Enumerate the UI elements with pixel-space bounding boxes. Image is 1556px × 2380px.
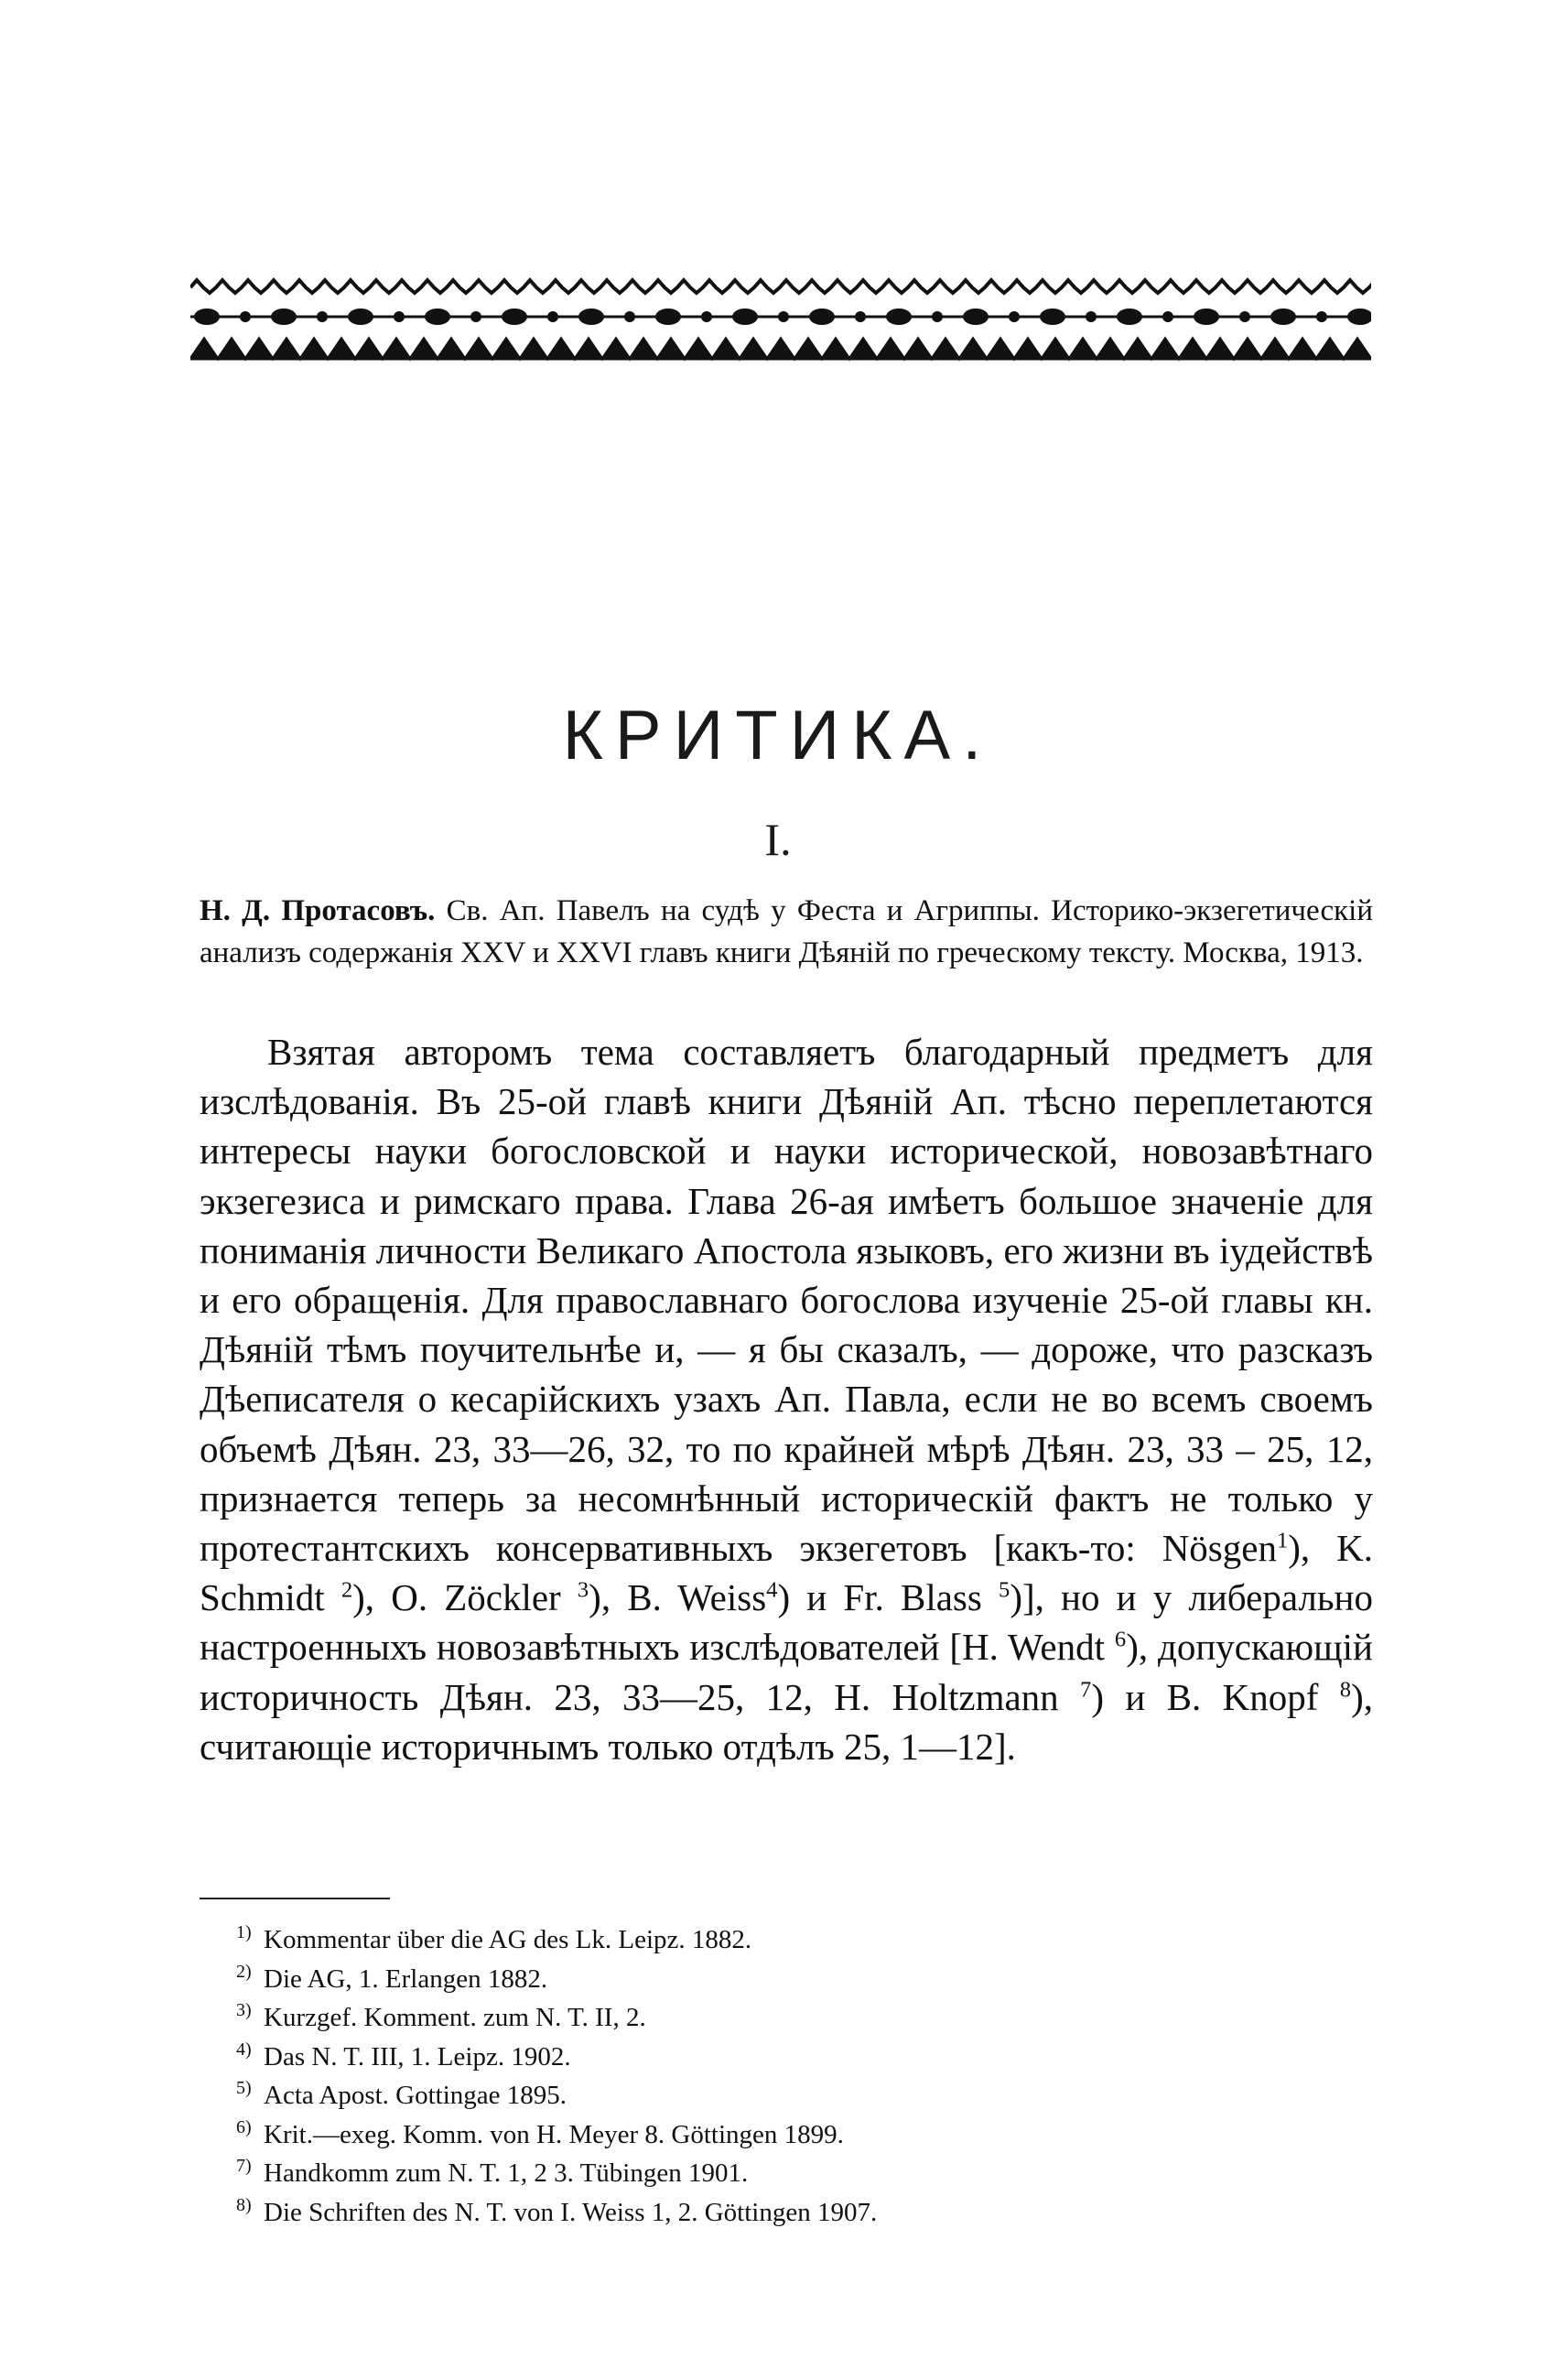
footnote-ref-8: 8	[1339, 1676, 1352, 1702]
footnote-ref-3: 3	[577, 1577, 589, 1603]
body-text-5: ) и Fr. Blass	[777, 1576, 1000, 1619]
footnote-item: 5) Acta Apost. Gottingae 1895.	[236, 2078, 567, 2110]
section-number: I.	[764, 814, 792, 865]
ornament-dot	[348, 308, 373, 325]
footnote-item: 2) Die AG, 1. Erlangen 1882.	[236, 1961, 548, 1994]
ornament-zigzag-top	[190, 280, 1371, 293]
footnote-item: 8) Die Schriften des N. T. von I. Weiss 1, 2. Göttingen 1907.	[236, 2194, 878, 2227]
body-text-7: ), допускающій историчность Дѣян. 23, 33—25, 12, H. Holtzmann	[200, 1626, 1374, 1718]
ornament-scallop-bottom	[190, 339, 1371, 359]
body-text-3: ), O. Zöckler	[352, 1576, 578, 1619]
ornament-dot	[1009, 311, 1020, 322]
ornament-dot	[1270, 308, 1296, 325]
reference-text: Св. Ап. Павелъ на судѣ у Феста и Агриппы. Историко-экзегетическій анализъ содержанія XXV и XXVI главъ книги Дѣяній по греческому тексту. Москва, 1913.	[200, 894, 1373, 969]
ornament-dot	[425, 308, 450, 325]
ornament-band-icon	[190, 275, 1371, 364]
ornament-dot	[240, 311, 251, 322]
footnote-ref-7: 7	[1080, 1676, 1092, 1702]
ornament-dot	[778, 311, 789, 322]
ornament-dot	[394, 311, 405, 322]
footnote-text: Kommentar über die AG des Lk. Leipz. 1882.	[264, 1925, 752, 1954]
footnote-list	[236, 1920, 1371, 2232]
footnote-item: 4) Das N. T. III, 1. Leipz. 1902.	[236, 2039, 571, 2072]
ornament-dot	[1040, 308, 1065, 325]
footnote-ref-2: 2	[340, 1577, 353, 1603]
footnote-item: 1) Kommentar über die AG des Lk. Leipz. 1882.	[236, 1922, 752, 1954]
footnote-item: 7) Handkomm zum N. T. 1, 2 3. Tübingen 1901.	[236, 2156, 749, 2188]
ornament-dot	[732, 308, 758, 325]
ornament-dot	[886, 308, 912, 325]
footnote-text: Handkomm zum N. T. 1, 2 3. Tübingen 1901.	[264, 2158, 749, 2188]
ornament-dot	[547, 311, 558, 322]
ornament-dot	[963, 308, 989, 325]
book-reference	[200, 890, 1373, 974]
ornament-dot	[1117, 308, 1142, 325]
ornament-dots-row	[190, 308, 1371, 325]
ornament-dot	[578, 308, 604, 325]
body-text-8: ) и B. Knopf	[1091, 1675, 1340, 1718]
ornament-dot	[1239, 311, 1250, 322]
ornament-dot	[809, 308, 835, 325]
footnote-text: Acta Apost. Gottingae 1895.	[264, 2081, 567, 2110]
footnote-ref-5: 5	[999, 1577, 1010, 1603]
ornament-dot	[271, 308, 297, 325]
body-text-1: Взятая авторомъ тема составляетъ благодарный предметъ для изслѣдованія. Въ 25-ой главѣ книги Дѣяній Ап. тѣсно переплетаются интересы науки богословской и науки исторической, новозавѣтнаго экзегезиса и римскаго права. Глава 26-ая имѣетъ большое значеніе для пониманія личности Великаго Апостола языковъ, его жизни въ іудействѣ и его обращенія. Для православнаго богослова изученіе 25-ой главы кн. Дѣяній тѣмъ поучительнѣе и, — я бы сказалъ, — дороже, что разсказъ Дѣеписателя о кесарійскихъ узахъ Ап. Павла, если не во всемъ своемъ объемѣ Дѣян. 23, 33—26, 32, то по крайней мѣрѣ Дѣян. 23, 33 – 25, 12, признается теперь за несомнѣнный историческій фактъ не только у протестантскихъ консервативныхъ экзегетовъ [какъ-то: Nösgen	[200, 1031, 1373, 1570]
body-text-6: )], но и у либерально настроенныхъ новозавѣтныхъ изслѣдователей [H. Wendt	[200, 1576, 1373, 1669]
footnote-text: Kurzgef. Komment. zum N. T. II, 2.	[264, 2003, 646, 2032]
footnote-text: Die AG, 1. Erlangen 1882.	[264, 1964, 548, 1994]
ornament-dot	[317, 311, 328, 322]
footnote-item: 6) Krit.—exeg. Komm. von H. Meyer 8. Göttingen 1899.	[236, 2116, 844, 2149]
reference-author: Н. Д. Протасовъ.	[200, 894, 436, 927]
ornament-dot	[470, 311, 481, 322]
body-paragraph	[200, 1027, 1373, 1771]
page-title: КРИТИКА.	[562, 697, 994, 774]
ornament-dot	[1194, 308, 1219, 325]
ornament-dot	[624, 311, 635, 322]
body-text-9: ), считающіе историчнымъ только отдѣлъ 25, 1—12].	[200, 1675, 1373, 1768]
ornament-dot	[194, 308, 220, 325]
footnote-item: 3) Kurzgef. Komment. zum N. T. II, 2.	[236, 2000, 646, 2032]
ornament-dot	[1162, 311, 1173, 322]
ornament-dot	[1347, 308, 1371, 325]
ornament-dot	[1316, 311, 1327, 322]
ornament-dot	[502, 308, 527, 325]
footnote-divider	[200, 1898, 390, 1899]
footnote-text: Die Schriften des N. T. von I. Weiss 1, 2. Göttingen 1907.	[264, 2197, 878, 2227]
ornament-dot	[855, 311, 866, 322]
ornament-dot	[655, 308, 681, 325]
ornament-dot	[932, 311, 943, 322]
ornament-dot	[701, 311, 712, 322]
footnote-ref-4: 4	[766, 1577, 778, 1603]
footnote-text: Krit.—exeg. Komm. von H. Meyer 8. Göttingen 1899.	[264, 2119, 844, 2149]
footnote-ref-6: 6	[1114, 1627, 1127, 1652]
body-text-4: ), B. Weiss	[589, 1576, 767, 1619]
footnote-text: Das N. T. III, 1. Leipz. 1902.	[264, 2041, 571, 2072]
footnote-ref-1: 1	[1276, 1528, 1289, 1553]
body-text-2: ), K. Schmidt	[200, 1527, 1373, 1619]
ornament-dot	[1086, 311, 1097, 322]
